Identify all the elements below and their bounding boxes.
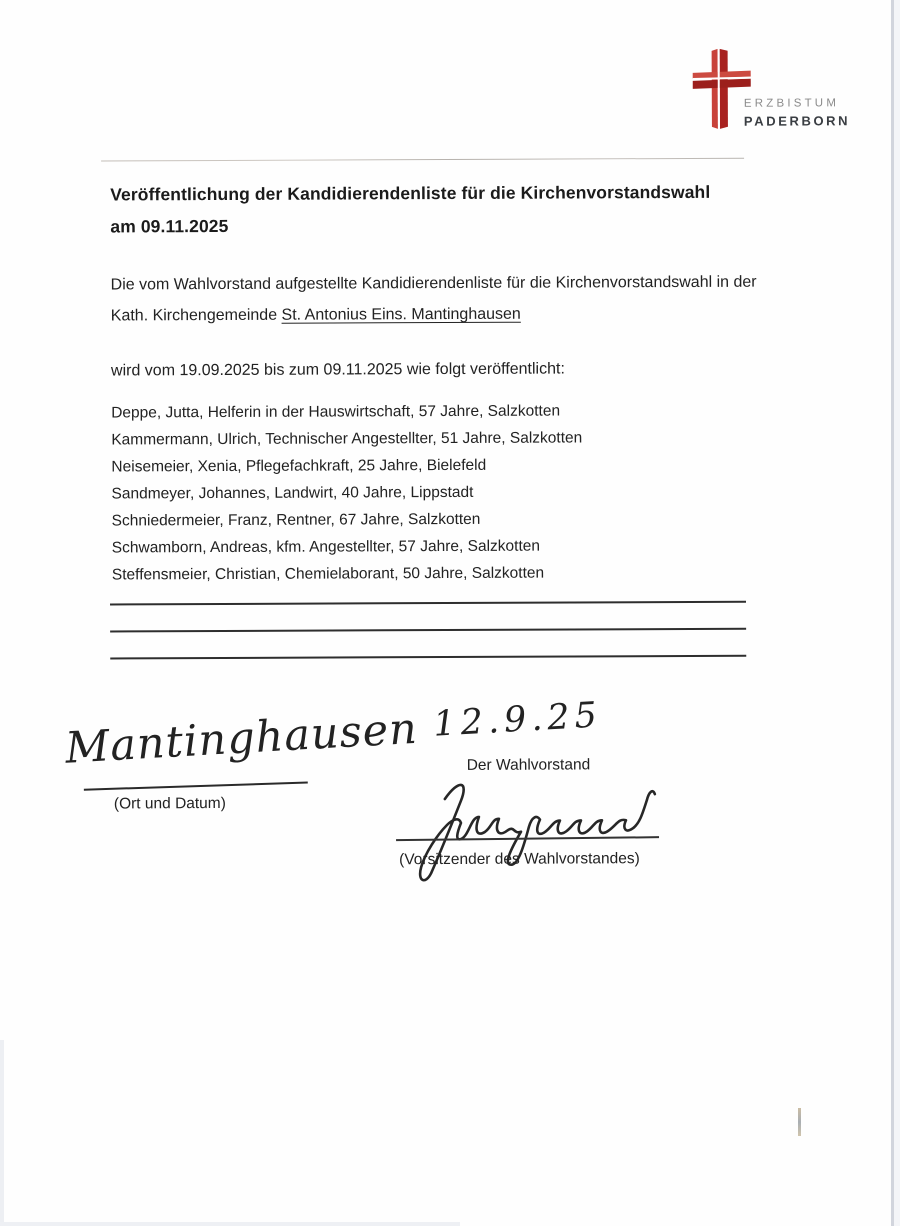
blank-rule-1 (110, 601, 746, 606)
blank-rule-2 (110, 628, 746, 633)
blank-rule-3 (110, 655, 746, 660)
candidate-line: Sandmeyer, Johannes, Landwirt, 40 Jahre, Lippstadt (111, 478, 582, 507)
candidate-line: Schwamborn, Andreas, kfm. Angestellter, 57 Jahre, Salzkotten (112, 532, 583, 561)
committee-label: Der Wahlvorstand (467, 756, 591, 775)
place-underline (84, 781, 308, 790)
handwritten-date: 12.9.25 (432, 695, 603, 744)
scan-edge-right-fill (894, 0, 900, 1226)
logo-org-line1: ERZBISTUM (744, 96, 850, 111)
scan-edge-bottom (0, 1222, 460, 1226)
scan-edge-left (0, 1040, 4, 1226)
parish-name: St. Antonius Eins. Mantinghausen (282, 306, 521, 324)
candidate-line: Neisemeier, Xenia, Pflegefachkraft, 25 Jahre, Bielefeld (111, 451, 582, 480)
candidate-line: Deppe, Jutta, Helferin in der Hauswirtschaft, 57 Jahre, Salzkotten (111, 397, 582, 426)
title-line1: Veröffentlichung der Kandidierendenliste für die Kirchenvorstandswahl (110, 176, 710, 211)
erzbistum-paderborn-logo (691, 48, 871, 133)
publication-period-line: wird vom 19.09.2025 bis zum 09.11.2025 wie folgt veröffentlicht: (111, 360, 565, 380)
place-date-caption: (Ort und Datum) (114, 795, 226, 813)
candidate-line: Schniedermeier, Franz, Rentner, 67 Jahre, Salzkotten (112, 505, 583, 534)
candidate-line: Steffensmeier, Christian, Chemielaborant, 50 Jahre, Salzkotten (112, 559, 583, 588)
title-line2: am 09.11.2025 (110, 208, 710, 243)
intro-paragraph (111, 267, 757, 332)
intro-line2 (111, 298, 757, 332)
document-title (110, 176, 710, 243)
scan-artifact-mark (798, 1108, 801, 1136)
handwritten-place: Mantinghausen (64, 704, 419, 774)
candidate-line: Kammermann, Ulrich, Technischer Angestellter, 51 Jahre, Salzkotten (111, 424, 582, 453)
scan-edge-right-line (891, 0, 894, 1226)
header-rule (101, 158, 744, 162)
candidate-list (111, 397, 583, 588)
logo-org-line2: PADERBORN (744, 113, 850, 128)
parish-prefix: Kath. Kirchengemeinde (111, 307, 282, 325)
intro-line1: Die vom Wahlvorstand aufgestellte Kandidierendenliste für die Kirchenvorstandswahl in der (111, 267, 757, 301)
chairman-caption: (Vorsitzender des Wahlvorstandes) (399, 850, 640, 869)
